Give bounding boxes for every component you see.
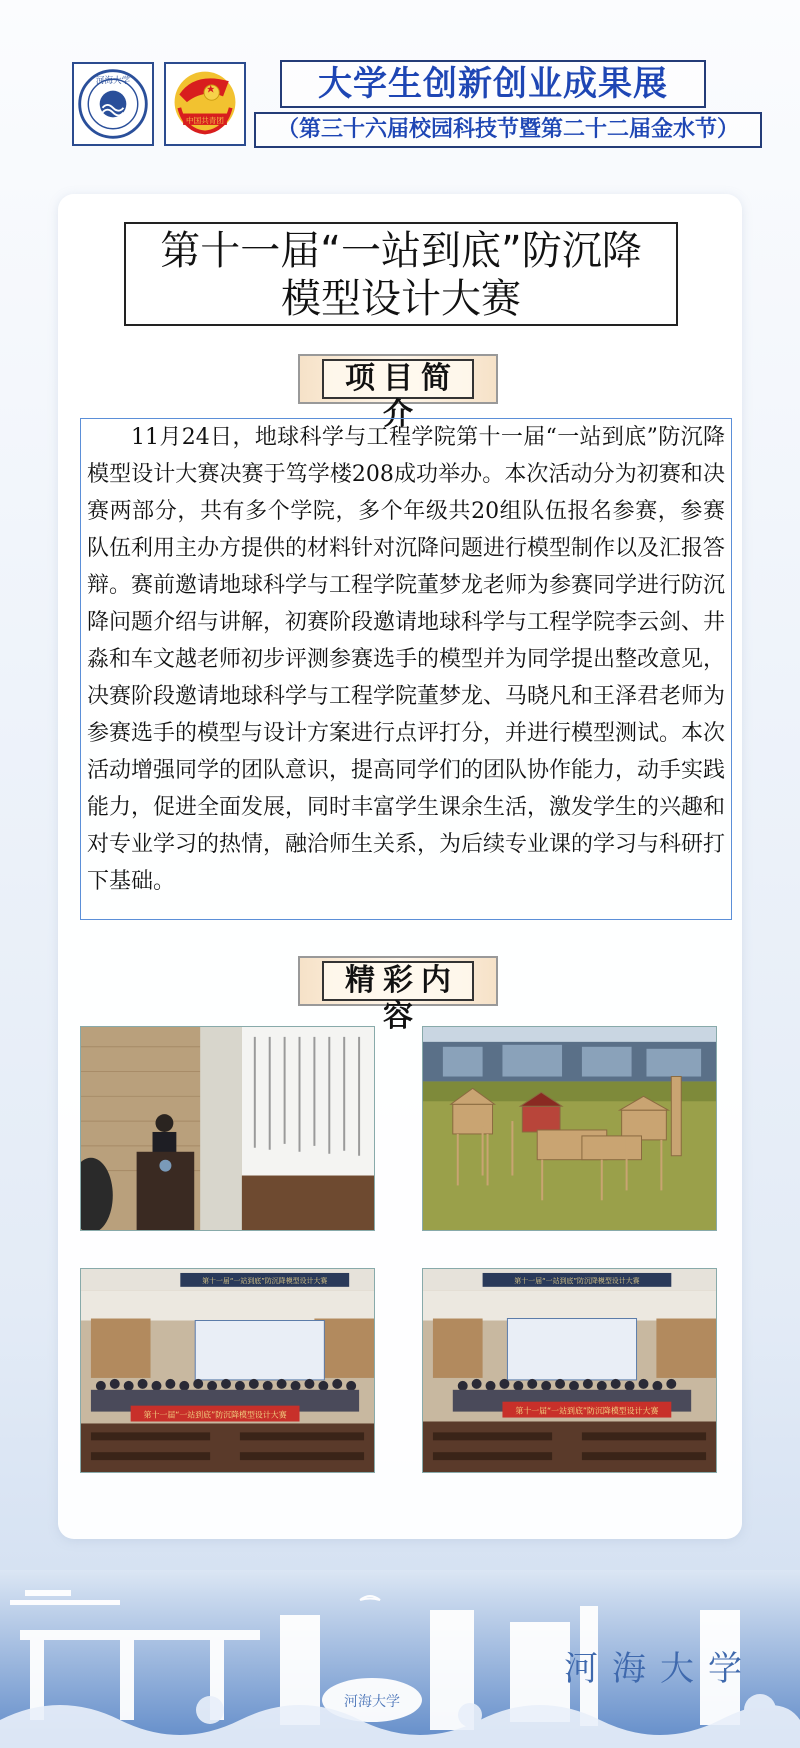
intro-paragraph: 11月24日，地球科学与工程学院第十一届“一站到底”防沉降模型设计大赛决赛于笃学楼208成功举办。本次活动分为初赛和决赛两部分，共有多个学院，多个年级共20组队伍报名参赛，参赛队伍利用主办方提供的材料针对沉降问题进行模型制作以及汇报答辩。赛前邀请地球科学与工程学院董梦龙老师为参赛同学进行防沉降问题介绍与讲解，初赛阶段邀请地球科学与工程学院李云剑、井淼和车文越老师初步评测参赛选手的模型并为同学提出整改意见，决赛阶段邀请地球科学与工程学院董梦龙、马晓凡和王泽君老师为参赛选手的模型与设计方案进行点评打分，并进行模型测试。本次活动增强同学的团队意识，提高同学们的团队协作能力，动手实践能力，促进全面发展，同时丰富学生课余生活，激发学生的兴趣和对专业学习的热情，融洽师生关系，为后续专业课的学习与科研打下基础。 (80, 418, 732, 920)
screen-caption-2: 第十一届“一站到底”防沉降模型设计大赛 (514, 1276, 640, 1285)
exhibition-title: 大学生创新创业成果展 (280, 60, 706, 108)
photo-group-1 (80, 1268, 375, 1473)
event-title-line1: 第十一届“一站到底”防沉降 (160, 228, 642, 274)
emblem-lettering: 中国共青团 (186, 116, 224, 126)
event-title (124, 222, 678, 326)
screen-caption-1: 第十一届“一站到底”防沉降模型设计大赛 (202, 1276, 328, 1285)
youth-league-emblem-icon (166, 64, 244, 144)
photo-group-2 (422, 1268, 717, 1473)
photo-models (422, 1026, 717, 1231)
photo-models-image (423, 1027, 716, 1230)
event-title-line2: 模型设计大赛 (281, 276, 521, 322)
footer-lettering-large: 河海大学 (564, 1649, 756, 1689)
footer-lettering-small: 河海大学 (344, 1694, 400, 1710)
photo-group-2-image (423, 1269, 716, 1472)
university-logo (72, 62, 154, 146)
campus-skyline-illustration (0, 1570, 800, 1748)
intro-section-label-text: 项目简介 (322, 359, 474, 399)
campus-skyline-footer (0, 1570, 800, 1748)
seal-lettering: 河海大学 (95, 76, 131, 87)
photo-group-1-image (81, 1269, 374, 1472)
exhibition-subtitle: （第三十六届校园科技节暨第二十二届金水节） (254, 112, 762, 148)
content-section-label-text: 精彩内容 (322, 961, 474, 1001)
group-banner-2: 第十一届“一站到底”防沉降模型设计大赛 (515, 1406, 659, 1416)
content-section-label (298, 956, 498, 1034)
hohai-university-seal-icon (74, 64, 152, 144)
youth-league-logo (164, 62, 246, 146)
photo-speaker-image (81, 1027, 374, 1230)
photo-speaker (80, 1026, 375, 1231)
intro-section-label (298, 354, 498, 432)
group-banner-1: 第十一届“一站到底”防沉降模型设计大赛 (143, 1410, 287, 1420)
